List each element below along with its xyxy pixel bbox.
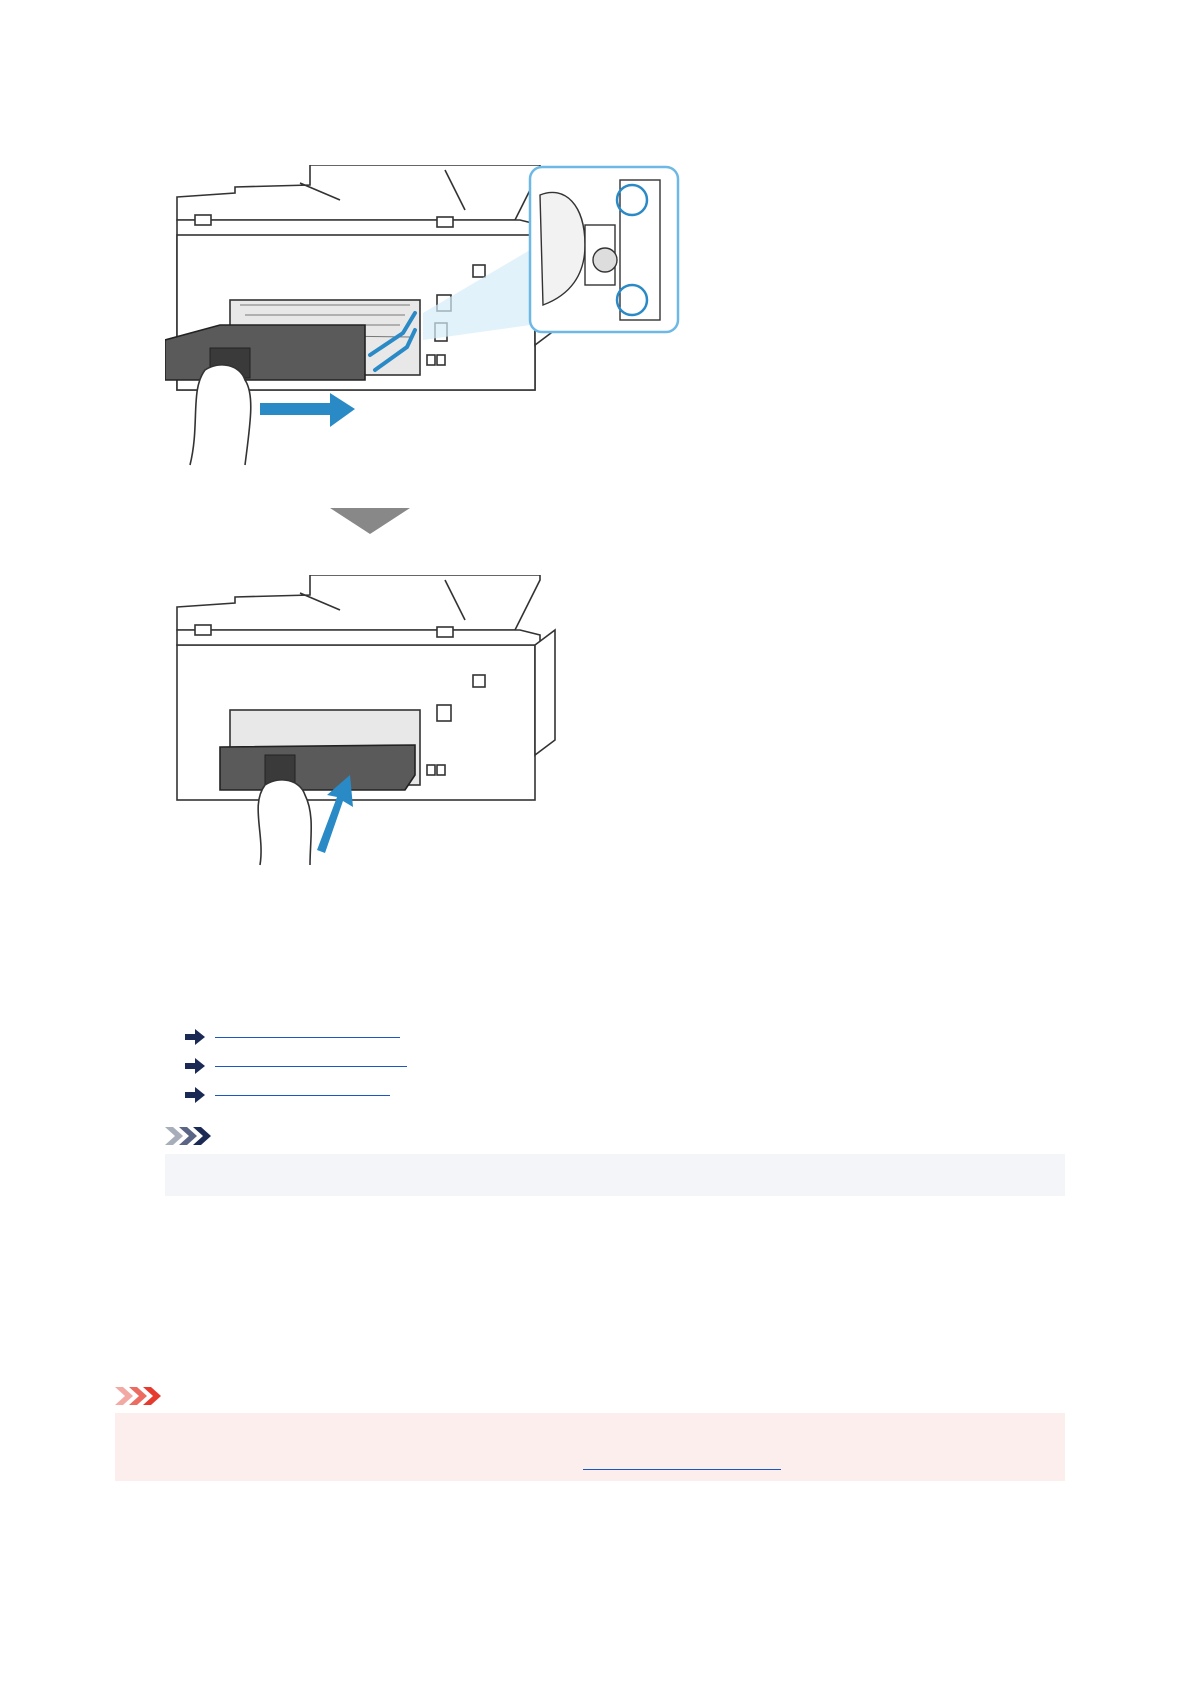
link-row <box>185 1080 407 1109</box>
note-chevrons-icon <box>165 1125 215 1147</box>
attach-rear-cover-illustration <box>165 575 725 870</box>
important-box <box>115 1413 1065 1481</box>
link-3[interactable] <box>215 1093 390 1096</box>
right-arrow-icon <box>185 1058 205 1074</box>
right-arrow-icon <box>185 1087 205 1103</box>
note-box <box>165 1154 1065 1196</box>
link-2[interactable] <box>215 1064 407 1067</box>
related-links <box>185 1022 407 1109</box>
important-link[interactable] <box>583 1467 781 1470</box>
down-triangle-icon <box>330 508 410 534</box>
important-chevrons-icon <box>115 1385 165 1407</box>
link-row <box>185 1022 407 1051</box>
link-1[interactable] <box>215 1035 400 1038</box>
link-row <box>185 1051 407 1080</box>
remove-rear-cover-illustration <box>165 165 725 515</box>
right-arrow-icon <box>185 1029 205 1045</box>
